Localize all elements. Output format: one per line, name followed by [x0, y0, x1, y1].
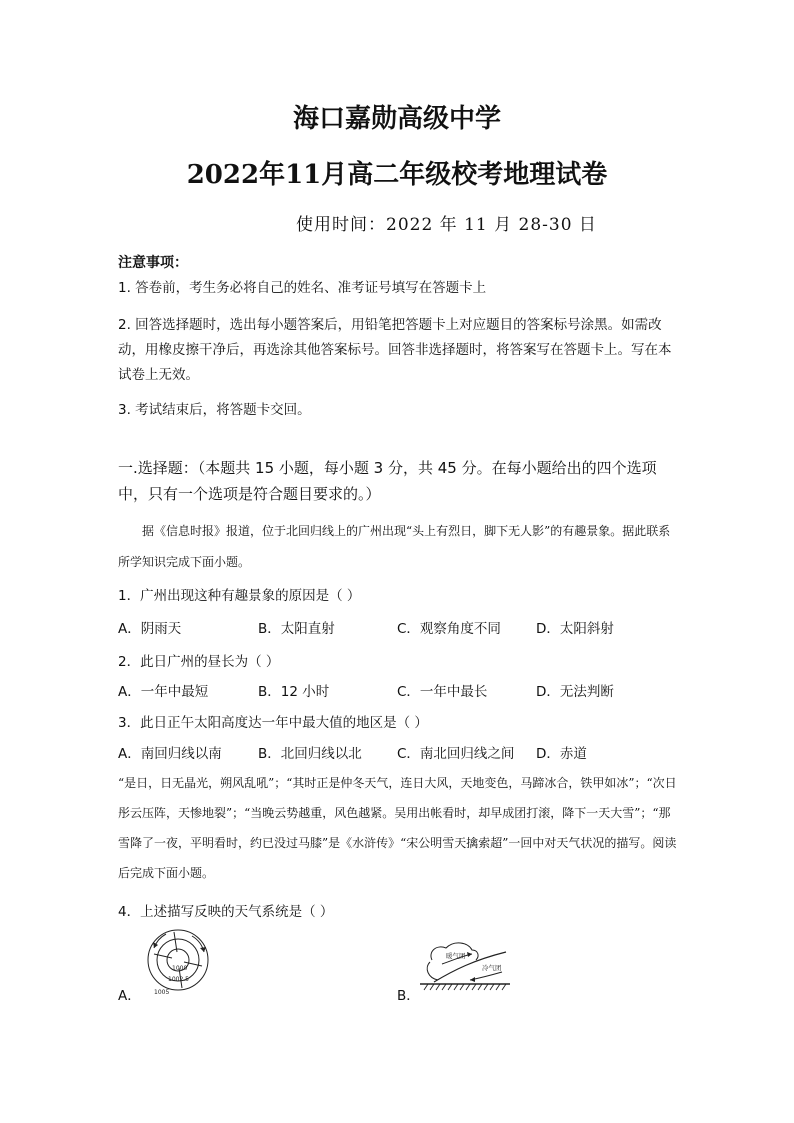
- question-3-stem: 3．此日正午太阳高度达一年中最大值的地区是（ ）: [118, 715, 428, 731]
- figure-a-cyclone: [144, 924, 216, 996]
- school-name: 海口嘉勋高级中学: [292, 104, 501, 134]
- question-1-option-c: C．观察角度不同: [397, 621, 501, 637]
- question-1-stem: 1．广州出现这种有趣景象的原因是（ ）: [118, 588, 361, 604]
- question-2-stem: 2．此日广州的昼长为（ ）: [118, 654, 280, 670]
- section-heading: 一.选择题：（本题共 15 小题，每小题 3 分，共 45 分。在每小题给出的四个选项中，只有一个选项是符合题目要求的。）: [118, 459, 657, 503]
- question-3-option-a: A．南回归线以南: [118, 746, 222, 762]
- exam-title: 2022年11月高二年级校考地理试卷: [186, 160, 608, 190]
- question-4-option-a: A．: [118, 988, 141, 1004]
- question-2-option-d: D．无法判断: [536, 684, 614, 700]
- notice-heading: 注意事项：: [118, 255, 188, 271]
- question-2-option-a: A．一年中最短: [118, 684, 209, 700]
- isobar-label-1002: 1002.5: [168, 976, 189, 983]
- question-3-option-d: D．赤道: [536, 746, 587, 762]
- cold-air-label: 冷气团: [482, 964, 502, 972]
- isobar-label-1005: 1005: [154, 989, 170, 996]
- isobar-label-1000: 1000: [172, 965, 188, 972]
- question-1-option-d: D．太阳斜射: [536, 621, 614, 637]
- passage-1: 据《信息时报》报道，位于北回归线上的广州出现“头上有烈日，脚下无人影”的有趣景象。据此联系所学知识完成下面小题。: [118, 524, 671, 569]
- question-4-stem: 4．上述描写反映的天气系统是（ ）: [118, 904, 334, 920]
- question-2-option-c: C．一年中最长: [397, 684, 488, 700]
- figure-b-front-section: [414, 938, 514, 994]
- notice-item-3: 3. 考试结束后，将答题卡交回。: [118, 402, 311, 418]
- notice-item-2: 2. 回答选择题时，选出每小题答案后，用铅笔把答题卡上对应题目的答案标号涂黑。如需改动，用橡皮擦干净后，再选涂其他答案标号。回答非选择题时，将答案写在答题卡上。写在本试卷上无效。: [118, 317, 672, 383]
- passage-2: “是日，日无晶光，朔风乱吼”；“其时正是仲冬天气，连日大风，天地变色，马蹄冰合，铁甲如冰”；“次日彤云压阵，天惨地裂”；“当晚云势越重，风色越紧。吴用出帐看时，却早成团打滚，降下一天大雪”；“那雪降了一夜，平明看时，约已没过马膝”是《水浒传》“宋公明雪天擒索超”一回中对天气状况的描写。阅读后完成下面小题。: [118, 776, 677, 880]
- question-1-option-a: A．阴雨天: [118, 621, 182, 637]
- question-1-option-b: B．太阳直射: [258, 621, 335, 637]
- warm-air-label: 暖气团: [446, 952, 466, 960]
- question-2-option-b: B．12 小时: [258, 684, 330, 700]
- question-3-option-b: B．北回归线以北: [258, 746, 362, 762]
- question-3-option-c: C．南北回归线之间: [397, 746, 515, 762]
- question-4-option-b: B．: [397, 988, 420, 1004]
- usage-time: 使用时间：2022 年 11 月 28-30 日: [296, 215, 597, 235]
- notice-item-1: 1. 答卷前，考生务必将自己的姓名、准考证号填写在答题卡上: [118, 280, 487, 296]
